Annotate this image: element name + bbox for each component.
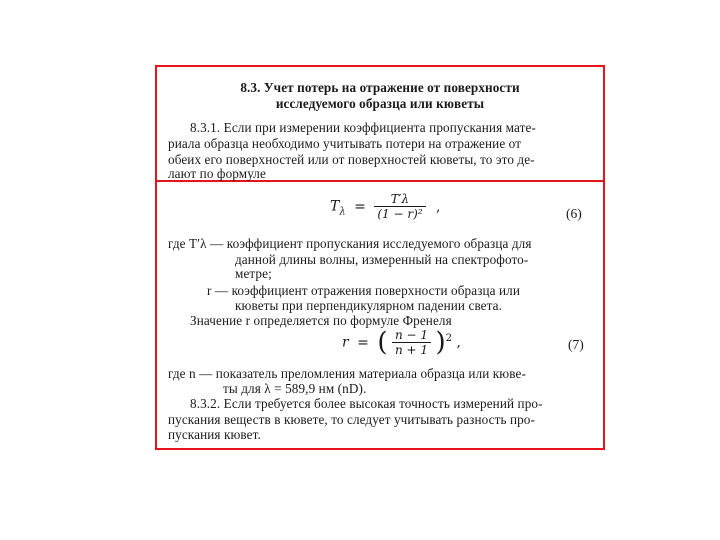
eq6-denominator: (1 − r)²	[377, 207, 423, 221]
section-title-line-1: 8.3. Учет потерь на отражение от поверхности	[240, 80, 520, 95]
where1-line-3: метре;	[235, 266, 272, 281]
where2-line-1: где n — показатель преломления материала образца или кюве-	[168, 366, 526, 381]
eq7-left-paren: (	[377, 327, 388, 358]
p831-line-3: обеих его поверхностей или от поверхностей кюветы, то это де-	[168, 152, 535, 167]
section-title-line-2: исследуемого образца или кюветы	[275, 96, 485, 111]
eq7-power: 2	[445, 332, 452, 344]
eq7-lhs: r	[342, 334, 349, 351]
eq6-comma: ,	[436, 198, 441, 215]
where1-line-2: данной длины волны, измеренный на спектрофото-	[235, 252, 529, 267]
p831-line-1: 8.3.1. Если при измерении коэффициента пропускания мате-	[190, 120, 536, 135]
eq6-lhs: T	[330, 198, 340, 215]
eq7-comma: ,	[456, 334, 461, 351]
eq7-fraction	[392, 328, 431, 357]
where1-line-4: r — коэффициент отражения поверхности образца или	[207, 283, 521, 298]
eq6-fraction	[374, 192, 425, 221]
p831-line-2: риала образца необходимо учитывать потери на отражение от	[168, 136, 522, 151]
where2-line-2: ты для λ = 589,9 нм (nD).	[223, 381, 367, 396]
where1-line-1: где T′λ — коэффициент пропускания исследуемого образца для	[168, 236, 532, 251]
where1-line-5: кюветы при перпендикулярном падении света.	[235, 298, 503, 313]
equation-6	[330, 192, 440, 221]
eq6-equals: =	[354, 198, 366, 215]
p832-line-1: 8.3.2. Если требуется более высокая точность измерений про-	[190, 396, 543, 411]
eq7-numerator: n − 1	[392, 328, 431, 343]
eq7-denominator: n + 1	[394, 343, 428, 357]
eq7-number: (7)	[568, 337, 584, 352]
fresnel-line: Значение r определяется по формуле Френеля	[190, 313, 452, 328]
eq7-equals: =	[357, 334, 369, 351]
equation-7	[342, 328, 461, 357]
eq6-number: (6)	[566, 206, 582, 221]
eq7-right-paren: )	[435, 327, 446, 358]
eq6-lhs-sub: λ	[339, 206, 346, 218]
p832-line-2: пускания веществ в кювете, то следует учитывать разность про-	[168, 412, 535, 427]
eq6-numerator: T′λ	[374, 192, 425, 207]
p831-line-4: лают по формуле	[168, 166, 266, 181]
p832-line-3: пускания кювет.	[168, 427, 261, 442]
